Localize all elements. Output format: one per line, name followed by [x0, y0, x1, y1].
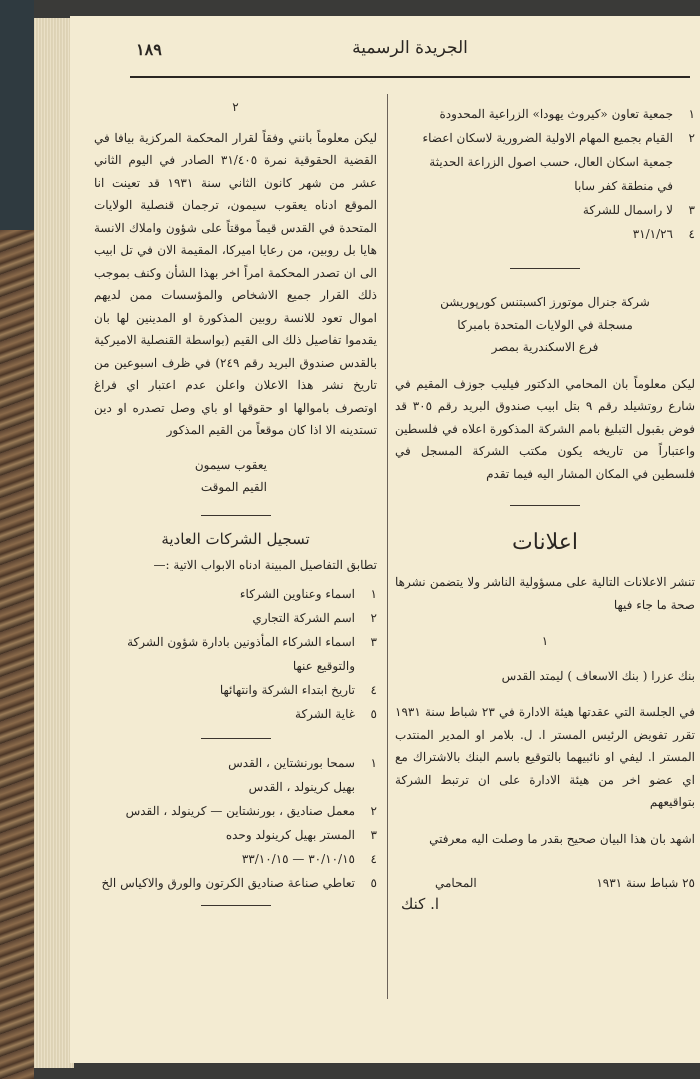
item-text: بهيل كرينولد ، القدس — [248, 780, 355, 794]
item-number: ١ — [370, 587, 377, 601]
signer-name: يعقوب سيمون — [194, 457, 267, 472]
item-text: جمعية تعاون «كيروث يهودا» الزراعية المحدودة — [439, 107, 673, 121]
separator — [201, 515, 271, 516]
item-text: غاية الشركة — [295, 707, 355, 721]
item-number — [673, 150, 695, 174]
attestation: اشهد بان هذا البيان صحيح بقدر ما وصلت اليه معرفتي — [429, 831, 695, 846]
item-text: ٣١/١/٢٦ — [632, 227, 673, 241]
list-item — [94, 654, 377, 678]
list-item — [94, 606, 377, 630]
item-number: ٣ — [688, 203, 695, 217]
item-number: ٤ — [370, 683, 377, 697]
book-spine-dark — [0, 0, 34, 230]
list-item — [395, 174, 695, 198]
item-number: ٣ — [370, 828, 377, 842]
item-text: ٣٠/١٠/١٥ — ٣٣/١٠/١٥ — [241, 852, 355, 866]
item-text: اسم الشركة التجاري — [252, 611, 355, 625]
item-number: ٢ — [688, 131, 695, 145]
book-marbled-cover — [0, 230, 34, 1079]
ads-heading: اعلانات — [512, 530, 578, 555]
page-number: ١٨٩ — [136, 40, 162, 59]
signature-row — [395, 872, 695, 895]
item-number: ٥ — [370, 876, 377, 890]
item-text: في منطقة كفر سابا — [574, 179, 673, 193]
ads-intro: تنشر الاعلانات التالية على مسؤولية الناشر ولا يتضمن نشرها صحة ما جاء فيها — [395, 575, 695, 612]
item-text: تاريخ ابتداء الشركة وانتهائها — [219, 683, 355, 697]
company-name: شركة جنرال موتورز اكسبتنس كورپوريشن — [440, 295, 650, 309]
list-item — [395, 126, 695, 150]
item-text: القيام بجميع المهام الاولية الضرورية لاسكان اعضاء — [422, 131, 673, 145]
list-item — [94, 847, 377, 871]
item-number: ١ — [370, 756, 377, 770]
list-item — [94, 630, 377, 654]
item-text: المستر بهيل كرينولد وحده — [225, 828, 355, 842]
separator — [201, 738, 271, 739]
item-number — [355, 775, 377, 799]
list-item — [94, 823, 377, 847]
company-registration: مسجلة في الولايات المتحدة بامبركا — [457, 317, 633, 332]
company-branch: فرع الاسكندرية بمصر — [491, 340, 599, 354]
gazette-title: الجريدة الرسمية — [352, 38, 468, 58]
item-text: معمل صناديق ، بورنشتاين — كرينولد ، القدس — [125, 804, 355, 818]
item-number — [673, 174, 695, 198]
item-number: ٢ — [370, 804, 377, 818]
list-item — [94, 751, 377, 775]
item-number — [355, 654, 377, 678]
separator — [201, 905, 271, 906]
item-text: جمعية اسكان العال، حسب اصول الزراعة الحديثة — [429, 155, 673, 169]
ad-number: ١ — [541, 634, 549, 648]
item-number: ٣ — [370, 635, 377, 649]
company-notice-body: ليكن معلوماً بان المحامي الدكتور فيليب جوزف المقيم في شارع روتشيلد رقم ٩ بتل ابيب صندوق البريد رقم ٣٠٥ قد فوض بقبول التبليغ بامم الشركة المذكورة اعلاه في فلسطين واعتباراً من تاريخه يكون مكتب الشركة المسجل في فلسطين في المكان المشار اليه فيما تقدم — [395, 376, 696, 481]
item-text: تعاطي صناعة صناديق الكرتون والورق والاكياس الخ — [101, 876, 355, 890]
right-column — [395, 96, 695, 913]
header-rule — [130, 76, 690, 78]
registration-intro: تطابق التفاصيل المبينة ادناه الابواب الاتية :— — [153, 557, 377, 572]
list-item — [94, 871, 377, 895]
left-column — [94, 96, 377, 906]
guardian-notice-body: ليكن معلوماً بانني وفقاً لقرار المحكمة المركزية بيافا في القضية الحقوقية نمرة ٣١/٤٠٥ الصادر في اليوم الثاني عشر من شهر كانون الثاني سنة ١٩٣١ قد تعينت انا الموقع ادناه يعقوب سيمون، ترجمان قنصلية الولايات المتحدة في القدس قيماً موقتاً على شؤون واملاك الانسة هايا بل روبين، من رعايا اميركا، المقيمة الان في تل ابيب الى ان تصدر المحكمة امراً اخر بهذا الشأن وكنف بموجب ذلك القرار جميع الاشخاص والمؤسسات ممن لديهم اموال تعود للانسة روبين المذكورة او المدينين لها بان يقدموا تفاصيل ذلك الى القيم (بواسطة القنصلية الاميركية بالقدس صندوق البريد رقم ٢٤٩) في ظرف اسبوعين من تاريخ نشر هذا الاعلان واعلن عدم اعتبار اي فراغ اوتصرف باموالها او حقوقها او باي وصل تصدره او دين تستدينه الا اذا كان موقعاً من القيم المذكور — [94, 130, 377, 437]
registration-details-list — [94, 751, 377, 895]
gazette-page — [70, 16, 700, 1063]
item-number: ٥ — [370, 707, 377, 721]
list-item — [395, 150, 695, 174]
item-text: سمحا بورنشتاين ، القدس — [228, 756, 355, 770]
lawyer-label: المحامي — [435, 876, 477, 890]
registration-heading: تسجيل الشركات العادية — [161, 529, 310, 548]
list-item — [94, 678, 377, 702]
item-number: ١ — [688, 107, 695, 121]
item-number: ٢ — [370, 611, 377, 625]
section-number: ٢ — [232, 100, 239, 114]
list-item — [395, 198, 695, 222]
registration-fields-list — [94, 582, 377, 726]
list-item — [94, 702, 377, 726]
list-item — [395, 222, 695, 246]
item-number: ٤ — [688, 227, 695, 241]
list-item — [94, 582, 377, 606]
list-item — [395, 102, 695, 126]
item-text: اسماء الشركاء المأذونين بادارة شؤون الشركة — [127, 635, 355, 649]
page-edges — [34, 18, 74, 1068]
item-text: لا راسمال للشركة — [582, 203, 673, 217]
list-item — [94, 775, 377, 799]
bank-name: بنك عزرا ( بنك الاسعاف ) ليمتد القدس — [501, 668, 695, 683]
item-number: ٤ — [370, 852, 377, 866]
signer-title: القيم الموقت — [200, 480, 267, 494]
separator — [510, 505, 580, 506]
item-text: اسماء وعناوين الشركاء — [239, 587, 355, 601]
signature-date: ٢٥ شباط سنة ١٩٣١ — [596, 876, 695, 890]
separator — [510, 268, 580, 269]
bank-notice-body: في الجلسة التي عقدتها هيئة الادارة في ٢٣ شباط سنة ١٩٣١ تقرر تفويض الرئيس المستر ا. ل. بلامر او المدير المنتدب المستر ا. ليفي او نائبيهما بالتوقيع باسم البنك بالاشتراك مع اي عضو اخر من هيئة الادارة على ان ترتبط الشركة بتواقيعهم — [395, 705, 695, 809]
lawyer-name: ا. كنك — [401, 894, 440, 913]
registration-list-a — [395, 102, 695, 246]
list-item — [94, 799, 377, 823]
column-divider — [387, 94, 388, 999]
item-text: والتوقيع عنها — [292, 659, 355, 673]
